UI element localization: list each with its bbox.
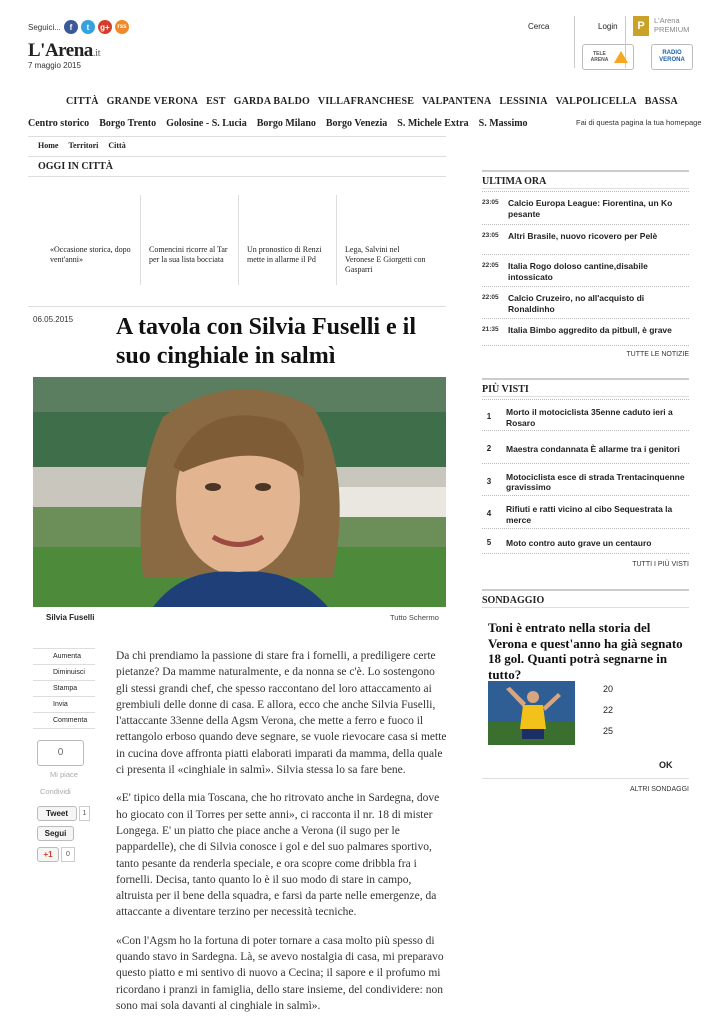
subnav-item[interactable]: S. Michele Extra <box>397 118 469 129</box>
like-count: 0 <box>37 740 84 766</box>
follow-label: Seguici... <box>28 22 61 32</box>
tele-arena-label: TELE ARENA <box>590 51 609 63</box>
paragraph: «E' tipico della mia Toscana, che ho ritrovato anche in Sardegna, dove ho giocato con il Torres per sette anni», ci racconta il nr. 18 di mister Longega. E' un piatto che piace anche a Verona (il sugo per le pappardelle), che di Silvia conosce i gol e del suo palmares sportivo, tanto pesante da renderla speciale, e ora scopre come dribbla fra i fornelli. Decisa, tanto quanto lo è il suo modo di stare in campo, altruista per il bene della squadra, e farsi da parte nelle emergenze, da attaccante a diventare terzino per necessità tecniche. <box>116 792 440 919</box>
divider <box>574 16 575 68</box>
divider <box>28 156 446 157</box>
subnav-item[interactable]: Borgo Milano <box>256 118 316 129</box>
logo-text: L'Arena <box>28 40 93 61</box>
triangle-icon <box>614 51 628 63</box>
most-viewed-item[interactable] <box>482 463 689 495</box>
news-time: 22:05 <box>482 294 499 301</box>
rank-number: 2 <box>486 444 492 454</box>
subnav-item[interactable]: S. Massimo <box>478 118 528 129</box>
article-date: 06.05.2015 <box>33 315 74 324</box>
social-follow <box>28 20 129 34</box>
article-title: A tavola con Silvia Fuselli e il suo cinghiale in salmì <box>116 314 417 369</box>
news-text: Calcio Cruzeiro, no all'acquisto di Ronaldinho <box>508 293 645 314</box>
article-tools <box>33 648 95 729</box>
sondaggio-title <box>482 589 689 606</box>
poll-option[interactable]: 22 <box>603 705 614 715</box>
nav-item[interactable]: VALPANTENA <box>422 96 492 107</box>
section-title: SONDAGGIO <box>482 595 545 606</box>
nav-item[interactable]: CITTÀ <box>66 96 99 107</box>
news-time: 23:05 <box>482 199 499 206</box>
breadcrumb-item[interactable]: Città <box>108 141 126 150</box>
nav-item[interactable]: GARDA BALDO <box>233 96 310 107</box>
share-label: Condividi <box>40 787 71 796</box>
divider <box>482 778 689 779</box>
subnav-item[interactable]: Borgo Trento <box>99 118 157 129</box>
rank-text: Rifiuti e ratti vicino al cibo Sequestrata la merce <box>506 504 673 525</box>
most-viewed-item[interactable] <box>482 399 689 430</box>
article-photo <box>33 377 446 607</box>
rank-text: Motociclista esce di strada Trentacinquenne gravissimo <box>506 471 685 492</box>
breadcrumb <box>38 141 126 150</box>
portrait-image <box>33 377 446 607</box>
premium-line2: PREMIUM <box>654 25 690 34</box>
section-title: PIÙ VISTI <box>482 384 529 395</box>
facebook-icon[interactable]: f <box>64 20 78 34</box>
divider <box>28 136 446 137</box>
photo-caption: Silvia Fuselli <box>46 613 95 622</box>
nav-item[interactable]: VILLAFRANCHESE <box>317 96 415 107</box>
font-decrease-button[interactable]: Diminuisci <box>33 664 95 680</box>
rank-text: Morto il motociclista 35enne caduto ieri a Rosaro <box>506 407 673 428</box>
news-item[interactable] <box>482 224 689 254</box>
twitter-icon[interactable]: t <box>81 20 95 34</box>
rank-number: 1 <box>486 412 492 422</box>
rank-text: Moto contro auto grave un centauro <box>506 538 652 549</box>
news-time: 23:05 <box>482 232 499 239</box>
homepage-link[interactable]: Fai di questa pagina la tua homepage <box>576 118 702 127</box>
city-news-card[interactable]: Comencini ricorre al Tar per la sua lista bocciata <box>140 195 238 285</box>
piu-visti-title <box>482 378 689 395</box>
news-text: Italia Rogo doloso cantine,disabile intossicato <box>508 261 648 282</box>
nav-item[interactable]: EST <box>206 96 226 107</box>
city-news-card[interactable]: «Occasione storica, dopo vent'anni» <box>50 245 131 264</box>
subnav-item[interactable]: Golosine - S. Lucia <box>166 118 247 129</box>
most-viewed-item[interactable] <box>482 495 689 528</box>
tweet-count: 1 <box>79 806 90 821</box>
rss-icon[interactable]: rss <box>115 20 129 34</box>
nav-item[interactable]: BASSA <box>644 96 678 107</box>
tweet-button[interactable]: Tweet <box>37 806 77 821</box>
comment-button[interactable]: Commenta <box>33 712 95 729</box>
main-nav <box>28 96 688 107</box>
send-button[interactable]: Invia <box>33 696 95 712</box>
news-text: Calcio Europa League: Fiorentina, un Ko pesante <box>508 198 673 219</box>
news-text: Altri Brasile, nuovo ricovero per Pelè <box>508 231 658 241</box>
sub-nav <box>28 118 528 129</box>
divider <box>28 176 446 177</box>
city-news-card[interactable]: Lega, Salvini nel Veronese E Giorgetti con Gasparri <box>336 195 434 285</box>
divider <box>482 396 689 397</box>
divider <box>482 188 689 189</box>
poll-submit-button[interactable]: OK <box>659 760 673 770</box>
subnav-item[interactable]: Borgo Venezia <box>325 118 388 129</box>
poll-image <box>488 681 575 745</box>
logo-suffix: .it <box>92 47 101 59</box>
premium-link[interactable] <box>633 16 689 36</box>
gplus-button[interactable]: +1 <box>37 847 59 862</box>
section-title: OGGI IN CITTÀ <box>38 161 114 172</box>
current-date: 7 maggio 2015 <box>28 61 81 70</box>
all-news-link[interactable]: TUTTE LE NOTIZIE <box>626 351 689 358</box>
radio-verona-logo[interactable] <box>651 44 693 70</box>
most-viewed-item[interactable] <box>482 528 689 554</box>
divider <box>482 607 689 608</box>
site-logo[interactable] <box>28 40 100 62</box>
poll-option[interactable]: 25 <box>603 726 614 736</box>
nav-item[interactable]: LESSINIA <box>499 96 548 107</box>
all-most-viewed-link[interactable]: TUTTI I PIÙ VISTI <box>632 561 689 568</box>
tele-arena-logo[interactable] <box>582 44 634 70</box>
breadcrumb-item[interactable]: Territori <box>68 141 99 150</box>
nav-item[interactable]: VALPOLICELLA <box>555 96 637 107</box>
radio-verona-label: RADIO VERONA <box>659 50 685 63</box>
news-text: Italia Bimbo aggredito da pitbull, è grave <box>508 325 672 335</box>
photo-credit: Tutto Schermo <box>390 613 439 622</box>
news-time: 22:05 <box>482 262 499 269</box>
poll-question: Toni è entrato nella storia del Verona e quest'anno ha già segnato 18 gol. Quanti potrà segnarne in tutto? <box>488 620 683 682</box>
paragraph: Da chi prendiamo la passione di stare fra i fornelli, a prediligere certe pietanze? Da mamme naturalmente, e da nonna se c'è. Lo sostengono gli stessi grandi chef, che spesso raccontano del loro attaccamento ai grembiuli delle donne di casa. E allora, ecco che anche Silvia Fuselli, l'attaccante 33enne della Agsm Verona, che mette a ferro e fuoco il rettangolo erboso quando deve segnare, se vuole rievocare casa si mette in cucina dove affronta piatti elaborati imparati da mamma, della quale ci presenta il «cinghiale in salmì». Silvia stessa lo sa fare bene. <box>116 650 447 777</box>
premium-line1: L'Arena <box>654 16 680 25</box>
rank-number: 3 <box>486 476 492 486</box>
breadcrumb-item[interactable]: Home <box>38 141 59 150</box>
news-item[interactable] <box>482 286 689 318</box>
poll-option[interactable]: 20 <box>603 684 614 694</box>
ultima-ora-title <box>482 170 689 187</box>
news-time: 21:35 <box>482 326 499 333</box>
google-plus-icon[interactable]: g+ <box>98 20 112 34</box>
font-increase-button[interactable]: Aumenta <box>33 648 95 664</box>
rank-number: 4 <box>486 509 492 519</box>
nav-item[interactable]: GRANDE VERONA <box>106 96 199 107</box>
news-item[interactable] <box>482 318 689 346</box>
city-news-card[interactable]: Un pronostico di Renzi mette in allarme il Pd <box>238 195 336 285</box>
search-link[interactable]: Cerca <box>528 22 550 31</box>
rank-text: Maestra condannata È allarme tra i genitori <box>506 444 680 455</box>
news-item[interactable] <box>482 254 689 286</box>
premium-icon: P <box>633 16 649 36</box>
login-link[interactable]: Login <box>598 22 618 31</box>
all-polls-link[interactable]: ALTRI SONDAGGI <box>630 786 689 793</box>
print-button[interactable]: Stampa <box>33 680 95 696</box>
follow-button[interactable]: Segui <box>37 826 74 841</box>
gplus-count: 0 <box>61 847 75 862</box>
player-image <box>488 681 575 745</box>
paragraph: «Con l'Agsm ho la fortuna di poter tornare a casa molto più spesso di quando stavo in Sardegna. Là, se avevo nostalgia di casa, mi preparavo questo piatto e mi sentivo di nuovo a Cecina; il sapore e il profumo mi ricordano i pranzi in famiglia, dello stare insieme, del condividere: non sono mai sola davanti al cinghiale in salmì». <box>116 934 444 1012</box>
like-button[interactable]: Mi piace <box>50 770 78 779</box>
most-viewed-item[interactable] <box>482 430 689 463</box>
section-title: ULTIMA ORA <box>482 176 547 187</box>
article-body <box>116 648 448 1012</box>
divider <box>28 306 446 307</box>
news-item[interactable] <box>482 191 689 224</box>
rank-number: 5 <box>486 538 492 548</box>
subnav-item[interactable]: Centro storico <box>28 118 90 129</box>
